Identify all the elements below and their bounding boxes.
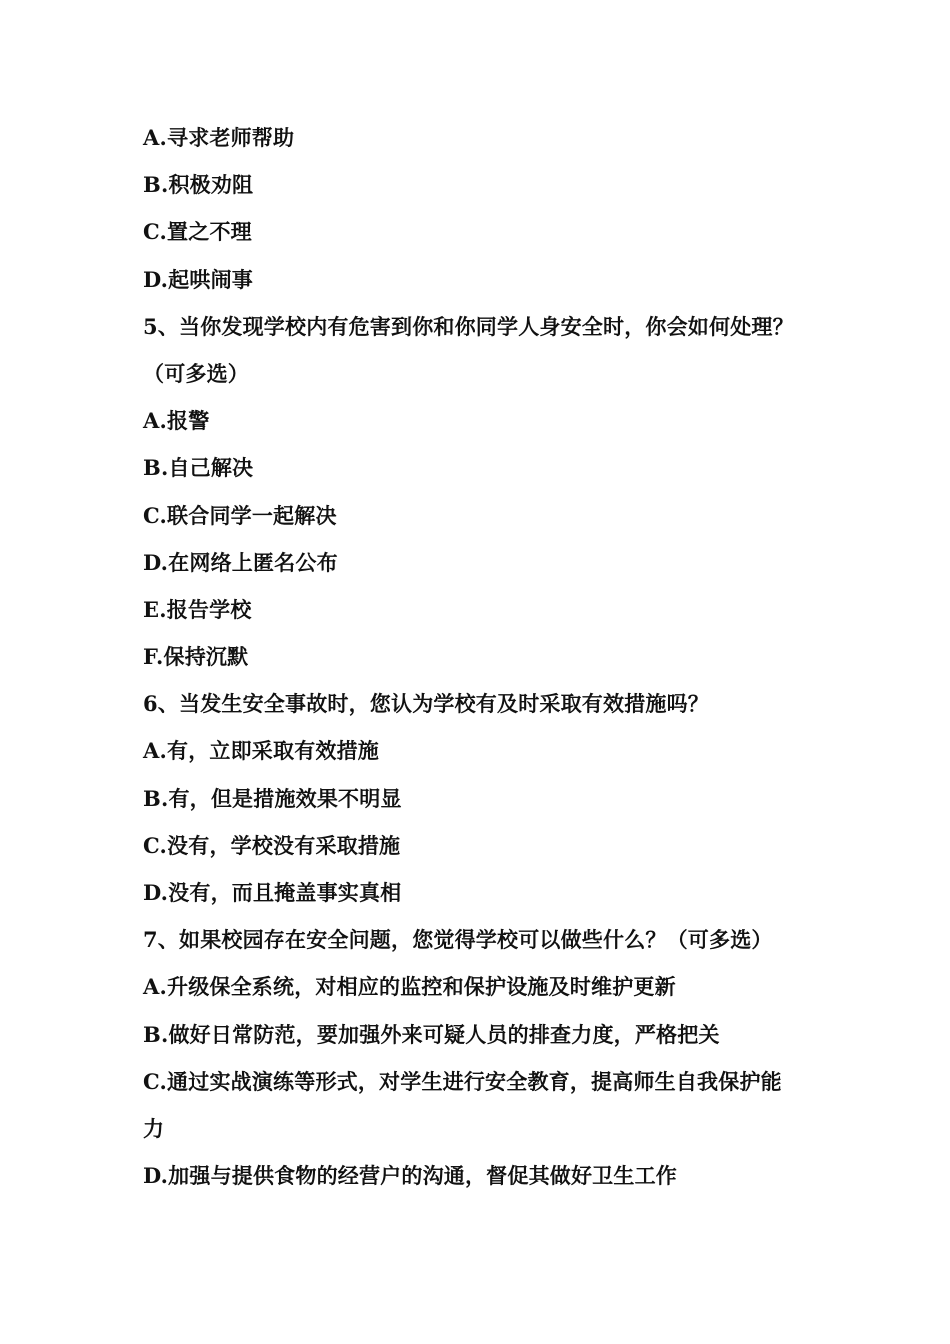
q7-option-a: A.升级保全系统，对相应的监控和保护设施及时维护更新 bbox=[143, 974, 676, 1000]
q6-option-d: D.没有，而且掩盖事实真相 bbox=[143, 880, 402, 905]
q7-option-d: D.加强与提供食物的经营户的沟通，督促其做好卫生工作 bbox=[143, 1163, 677, 1189]
q5-question-continuation: （可多选） bbox=[143, 360, 249, 386]
q4-option-b: B.积极劝阻 bbox=[143, 172, 254, 198]
q4-option-c: C.置之不理 bbox=[143, 219, 252, 245]
q5-option-e: E.报告学校 bbox=[143, 596, 252, 622]
q6-option-c: C.没有，学校没有采取措施 bbox=[143, 832, 401, 858]
q5-option-b: B.自己解决 bbox=[143, 455, 254, 481]
q5-question: 5、当你发现学校内有危害到你和你同学人身安全时，你会如何处理？ bbox=[143, 313, 794, 339]
q6-option-a: A.有，立即采取有效措施 bbox=[143, 738, 380, 764]
q5-option-f: F.保持沉默 bbox=[143, 644, 249, 670]
document-body bbox=[143, 114, 833, 1199]
q6-option-b: B.有，但是措施效果不明显 bbox=[143, 785, 402, 811]
q4-option-a: A.寻求老师帮助 bbox=[143, 125, 295, 150]
q5-option-c: C.联合同学一起解决 bbox=[143, 502, 337, 528]
q6-question: 6、当发生安全事故时，您认为学校有及时采取有效措施吗？ bbox=[143, 691, 710, 717]
q7-question: 7、如果校园存在安全问题，您觉得学校可以做些什么？（可多选） bbox=[143, 927, 773, 953]
q5-option-d: D.在网络上匿名公布 bbox=[143, 549, 338, 575]
q4-option-d: D.起哄闹事 bbox=[143, 266, 253, 292]
q7-option-c-continuation: 力 bbox=[143, 1115, 165, 1141]
q5-option-a: A.报警 bbox=[143, 408, 210, 434]
q7-option-b: B.做好日常防范，要加强外来可疑人员的排查力度，严格把关 bbox=[143, 1021, 720, 1047]
q7-option-c: C.通过实战演练等形式，对学生进行安全教育，提高师生自我保护能 bbox=[143, 1068, 782, 1094]
